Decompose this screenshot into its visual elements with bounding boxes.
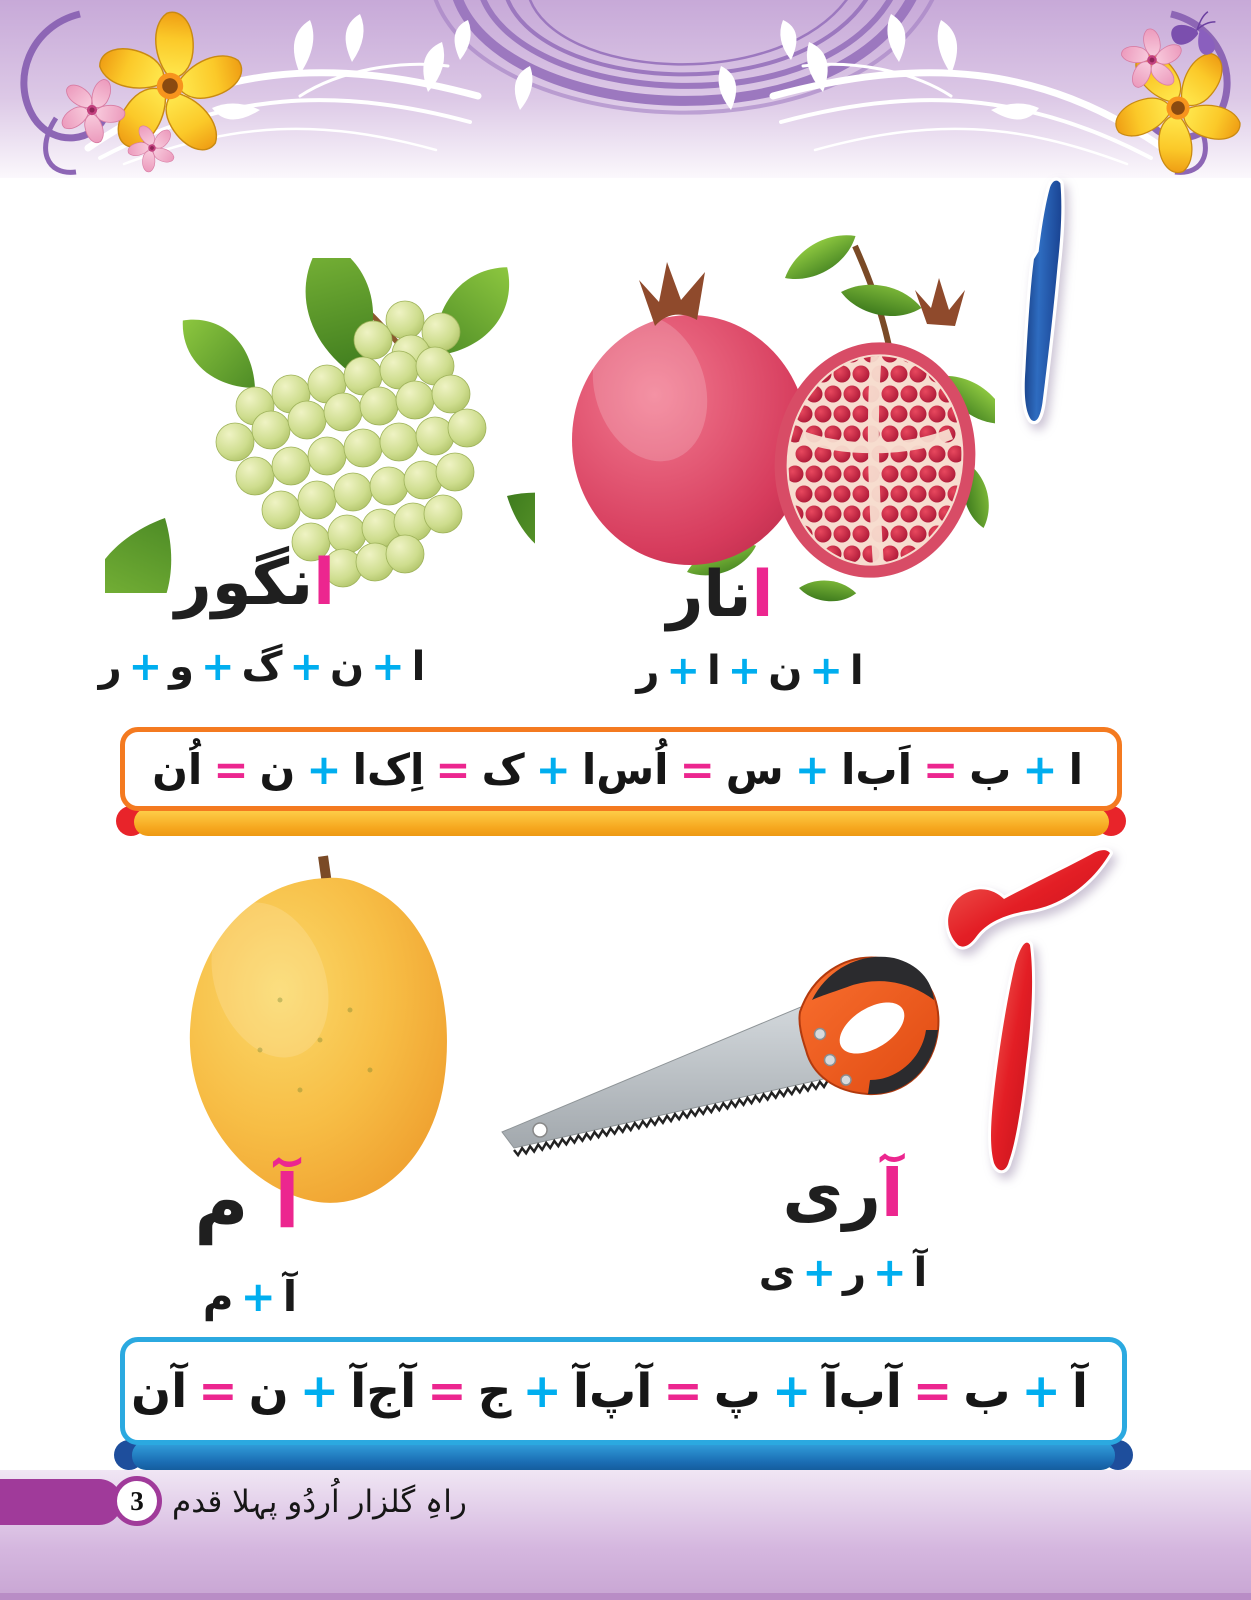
alif-madda-equation-box xyxy=(120,1337,1127,1445)
pomegranate-image xyxy=(555,228,995,608)
word-mango-rest: م xyxy=(194,1159,249,1245)
box2-blue-bar xyxy=(132,1441,1115,1470)
header-decoration xyxy=(0,0,1251,178)
page-number: 3 xyxy=(130,1485,144,1516)
equation: ا + ن = اُن xyxy=(152,744,367,794)
letter-alif-blue xyxy=(1000,176,1100,431)
word-grapes xyxy=(140,548,370,618)
equation: آ + ن = آن xyxy=(131,1363,367,1419)
word-pomegranate-initial: ا xyxy=(751,558,774,632)
madda-stroke xyxy=(948,850,1110,946)
alif-stroke xyxy=(991,943,1032,1171)
pomegranate-half-crown xyxy=(915,278,965,326)
breakdown-saw: آ + ر + ی xyxy=(758,1250,928,1296)
saw-hanging-hole xyxy=(533,1123,547,1137)
saw-handle xyxy=(799,957,938,1094)
word-pomegranate-rest: نار xyxy=(666,558,752,632)
word-grapes-initial: ا xyxy=(313,546,336,620)
breakdown-pomegranate: ا + ن + ا + ر xyxy=(636,648,864,694)
word-saw-rest: ری xyxy=(782,1155,881,1232)
word-saw-initial: آ xyxy=(880,1155,904,1232)
page-number-badge xyxy=(112,1476,162,1526)
breakdown-grapes: ا + ن + گ + و + ر xyxy=(98,644,426,690)
letter-alif-madda-red xyxy=(938,845,1133,1180)
saw-blade xyxy=(502,1004,828,1148)
equation: ا + ک = اِک xyxy=(366,744,597,794)
book-title: راہِ گلزار اُردُو پہلا قدم xyxy=(172,1484,467,1520)
word-pomegranate xyxy=(630,560,810,630)
word-saw xyxy=(758,1155,928,1232)
pomegranate-whole xyxy=(572,262,808,565)
saw-image xyxy=(482,942,952,1167)
equation: آ + ج = آج xyxy=(366,1363,590,1419)
word-grapes-rest: نگور xyxy=(174,546,314,620)
footer-purple-bar xyxy=(0,1479,122,1525)
equation: آ + ب = آب xyxy=(838,1363,1088,1419)
word-mango-initial: آ xyxy=(274,1159,300,1245)
box1-gold-bar xyxy=(134,808,1109,836)
equation: آ + پ = آپ xyxy=(589,1363,839,1419)
word-mango xyxy=(172,1159,322,1245)
breakdown-mango: آ + م xyxy=(202,1272,298,1321)
equation: ا + ب = اَب xyxy=(855,744,1083,794)
alif-equation-box xyxy=(120,727,1122,811)
equation: ا + س = اُس xyxy=(596,744,856,794)
grapes-image xyxy=(105,258,535,593)
